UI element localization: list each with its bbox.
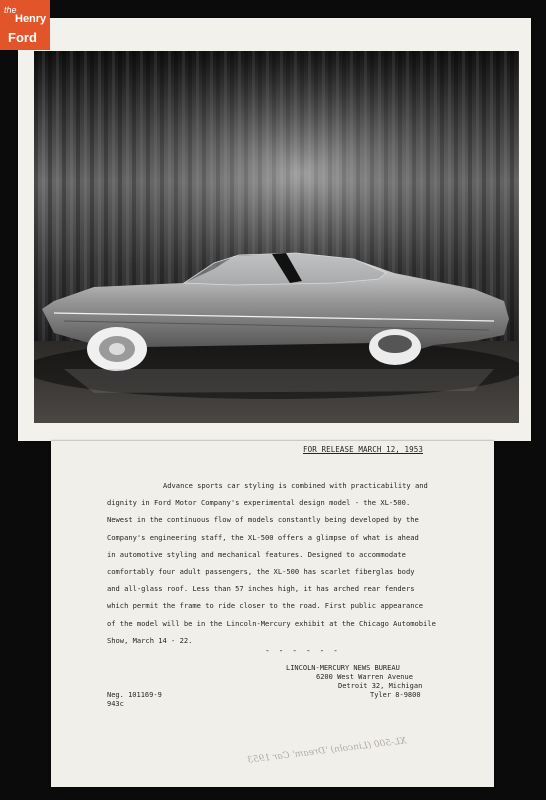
neg-code: 943c (107, 700, 124, 708)
logo-the: the (4, 5, 17, 15)
separator-dashes: - - - - - - (265, 646, 340, 655)
bureau-name: LINCOLN-MERCURY NEWS BUREAU (286, 664, 400, 672)
release-date: FOR RELEASE MARCH 12, 1953 (303, 445, 423, 454)
bureau-phone: Tyler 8-9800 (370, 691, 421, 699)
body-line: which permit the frame to ride closer to the road. First public appearance (107, 601, 424, 611)
car-photograph (34, 51, 519, 423)
body-line: of the model will be in the Lincoln-Mercury exhibit at the Chicago Automobile (107, 618, 436, 628)
body-line: Show, March 14 - 22. (107, 635, 193, 645)
bureau-street: 6200 West Warren Avenue (316, 673, 413, 681)
body-line: dignity in Ford Motor Company's experimental design model - the XL-500. (107, 498, 411, 508)
news-bureau-address (286, 664, 422, 700)
body-line: and all-glass roof. Less than 57 inches high, it has arched rear fenders (107, 584, 415, 594)
bureau-city: Detroit 32, Michigan (338, 682, 423, 690)
body-line: comfortably four adult passengers, the XL-500 has scarlet fiberglas body (107, 567, 415, 577)
logo-henry: Henry (15, 13, 47, 25)
body-line: in automotive styling and mechanical features. Designed to accommodate (107, 549, 406, 559)
henry-ford-logo (0, 0, 50, 50)
body-line: Company's engineering staff, the XL-500 offers a glimpse of what is ahead (107, 532, 419, 542)
photo-print (18, 18, 531, 441)
neg-number: Neg. 101169-9 (107, 691, 162, 699)
body-line: Newest in the continuous flow of models constantly being developed by the (107, 515, 419, 525)
press-release-sheet (51, 441, 494, 787)
negative-number (107, 691, 162, 709)
release-body (107, 477, 487, 649)
logo-ford: Ford (8, 30, 37, 45)
body-line: Advance sports car styling is combined with practicability and (163, 481, 428, 490)
pencil-annotation: XL-500 (Lincoln) 'Dream' Car 1953 (246, 736, 408, 766)
car-photo-image (34, 51, 519, 423)
